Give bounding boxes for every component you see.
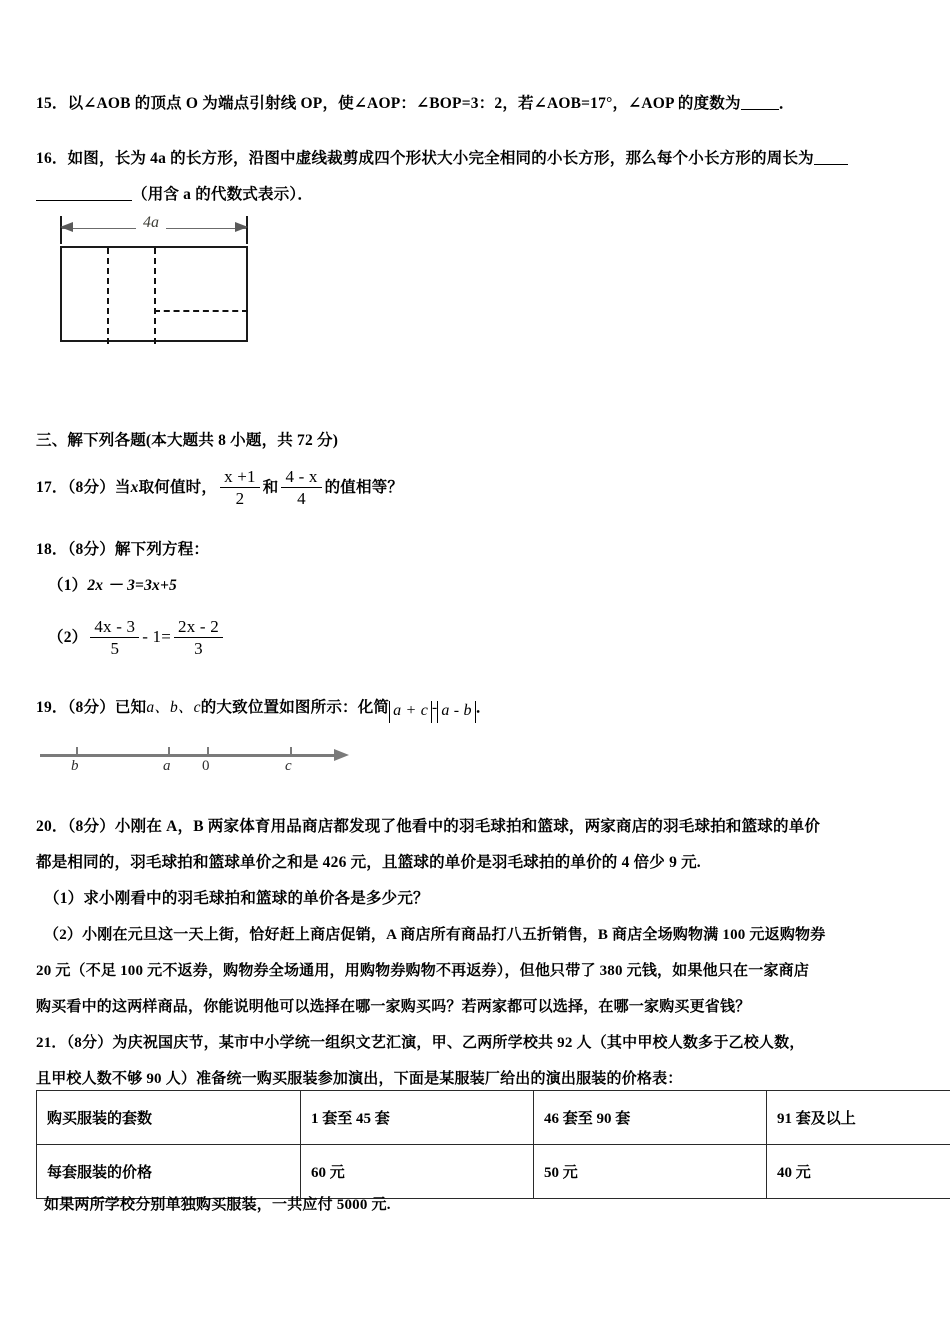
table-cell-quantity-tier-3: 91 套及以上 bbox=[767, 1091, 950, 1145]
q18-equals-sign: = bbox=[161, 627, 172, 646]
q20-line2-text: 都是相同的，羽毛球拍和篮球单价之和是 426 元，且篮球的单价是羽毛球拍的单价的 4 倍少 9 元. bbox=[36, 854, 701, 871]
q19-score: （8分） bbox=[67, 699, 115, 716]
question-20-line2 bbox=[36, 845, 926, 881]
arrow-left-icon bbox=[60, 222, 73, 232]
question-21-footer bbox=[44, 1187, 934, 1223]
question-16-line2 bbox=[36, 177, 926, 213]
q17-text-a: 当 bbox=[114, 479, 131, 497]
q18-part2-rhs-fraction bbox=[174, 617, 223, 658]
q16-answer-blank-part1[interactable] bbox=[814, 164, 848, 165]
question-15 bbox=[36, 86, 926, 122]
table-cell-quantity-tier-2: 46 套至 90 套 bbox=[534, 1091, 767, 1145]
q18-part2-label: （2） bbox=[48, 629, 88, 646]
q17-text-b: 取何值时， bbox=[138, 479, 218, 497]
number-line-tick-zero bbox=[207, 747, 209, 756]
q19-abs-right-content: a - b bbox=[441, 702, 472, 719]
q18-part2-lhs-fraction bbox=[90, 617, 139, 658]
q19-variables: a、b、c bbox=[146, 699, 201, 716]
q15-answer-blank[interactable] bbox=[741, 109, 779, 110]
q19-operator: - bbox=[432, 699, 438, 716]
q15-text: 以∠AOB 的顶点 O 为端点引射线 OP，使∠AOP：∠BOP=3：2，若∠AOB=17°，∠AOP 的度数为 bbox=[67, 95, 741, 112]
q18-rhs-numerator: 2x - 2 bbox=[178, 616, 219, 636]
q17-conjunction: 和 bbox=[262, 479, 279, 497]
number-line-arrow-icon bbox=[334, 749, 349, 761]
q15-number: 15． bbox=[36, 95, 68, 112]
horizontal-dashed-line bbox=[154, 310, 248, 312]
number-line-tick-c bbox=[290, 747, 292, 756]
q20-number: 20． bbox=[36, 818, 68, 835]
q19-text-a: 已知 bbox=[114, 699, 147, 716]
arrow-right-icon bbox=[235, 222, 248, 232]
q17-variable: x bbox=[130, 479, 139, 497]
q21-footer-text: 如果两所学校分别单独购买服装，一共应付 5000 元. bbox=[44, 1197, 391, 1213]
q18-text: 解下列方程： bbox=[114, 541, 210, 558]
number-line-abc bbox=[40, 740, 360, 782]
q20-part2-line1-text: （2）小刚在元旦这一天上街，恰好赶上商店促销，A 商店所有商品打八五折销售，B 商店全场购物满 100 元返购物券 bbox=[44, 927, 826, 943]
q18-minus-one: - 1 bbox=[142, 627, 162, 646]
number-line-label-a: a bbox=[163, 758, 171, 774]
q16-answer-blank-part2[interactable] bbox=[36, 200, 132, 201]
dimension-label: 4a bbox=[136, 214, 166, 232]
q18-part1-equation: 2x － 3=3x+5 bbox=[87, 577, 177, 594]
costume-price-table bbox=[36, 1090, 950, 1199]
q18-lhs-numerator: 4x - 3 bbox=[94, 616, 136, 636]
vertical-dashed-line-1 bbox=[107, 248, 109, 344]
question-18-part1 bbox=[48, 568, 548, 604]
q17-text-c: 的值相等？ bbox=[324, 479, 404, 497]
table-row bbox=[37, 1091, 950, 1145]
question-16 bbox=[36, 141, 926, 177]
q20-part2-line3-text: 购买看中的这两样商品，你能说明他可以选择在哪一家购买吗？若两家都可以选择，在哪一家购买更省钱？ bbox=[36, 999, 751, 1015]
q17-frac1-numerator: x +1 bbox=[224, 467, 256, 486]
table-cell-price-tier-3: 40 元 bbox=[767, 1145, 950, 1199]
question-18 bbox=[36, 532, 536, 568]
table-cell-quantity-tier-1: 1 套至 45 套 bbox=[301, 1091, 534, 1145]
q17-fraction-1 bbox=[220, 467, 260, 508]
question-20 bbox=[36, 809, 926, 845]
q18-number: 18． bbox=[36, 541, 68, 558]
table-row-header: 每套服装的价格 bbox=[37, 1145, 301, 1199]
section-header-text: 三、解下列各题(本大题共 8 小题，共 72 分) bbox=[36, 432, 339, 449]
number-line-label-c: c bbox=[285, 758, 292, 774]
rectangle-cut-diagram bbox=[52, 214, 262, 354]
number-line-label-b: b bbox=[71, 758, 79, 774]
q18-lhs-denominator: 5 bbox=[90, 637, 139, 658]
q19-abs-expression-left bbox=[389, 701, 432, 723]
question-21 bbox=[36, 1025, 926, 1061]
q15-period: ． bbox=[778, 95, 795, 112]
question-20-part2-line1 bbox=[44, 917, 934, 953]
q19-abs-left-content: a + c bbox=[393, 702, 429, 719]
q20-score: （8分） bbox=[67, 818, 115, 835]
section-header bbox=[36, 423, 536, 459]
q19-number: 19． bbox=[36, 699, 68, 716]
question-20-part1 bbox=[44, 881, 934, 917]
question-20-part2-line2 bbox=[36, 953, 926, 989]
q17-number: 17． bbox=[36, 479, 68, 497]
vertical-dashed-line-2 bbox=[154, 248, 156, 344]
q18-score: （8分） bbox=[67, 541, 115, 558]
q16-text-line1: 如图，长为 4a 的长方形，沿图中虚线裁剪成四个形状大小完全相同的小长方形，那么每个小长方形的周长为 bbox=[67, 150, 814, 167]
question-17 bbox=[36, 468, 736, 509]
q20-part2-line2-text: 20 元（不足 100 元不返券，购物券全场通用，用购物券购物不再返券），但他只带了 380 元钱，如果他只在一家商店 bbox=[36, 963, 810, 979]
question-19 bbox=[36, 690, 736, 726]
question-18-part2 bbox=[48, 612, 548, 663]
q21-score: （8分） bbox=[66, 1035, 113, 1051]
q20-part1-text: （1）求小刚看中的羽毛球拍和篮球的单价各是多少元？ bbox=[44, 890, 429, 907]
table-cell-price-tier-1: 60 元 bbox=[301, 1145, 534, 1199]
q17-frac2-denominator: 4 bbox=[281, 487, 321, 508]
q19-period: ． bbox=[475, 699, 492, 716]
question-20-part2-line3 bbox=[36, 989, 926, 1025]
q16-text-line2: （用含 a 的代数式表示）． bbox=[132, 186, 314, 203]
q18-rhs-denominator: 3 bbox=[174, 637, 223, 658]
q17-frac2-numerator: 4 - x bbox=[285, 467, 318, 486]
q19-text-b: 的大致位置如图所示：化简 bbox=[200, 699, 390, 716]
table-cell-price-tier-2: 50 元 bbox=[534, 1145, 767, 1199]
q21-line2-text: 且甲校人数不够 90 人）准备统一购买服装参加演出，下面是某服装厂给出的演出服装的价格表： bbox=[36, 1071, 683, 1087]
number-line-tick-a bbox=[168, 747, 170, 756]
number-line-label-zero: 0 bbox=[202, 758, 210, 774]
q18-part1-label: （1） bbox=[48, 577, 88, 594]
q20-line1: 小刚在 A，B 两家体育用品商店都发现了他看中的羽毛球拍和篮球，两家商店的羽毛球拍和篮球的单价 bbox=[114, 818, 821, 835]
q21-number: 21． bbox=[36, 1035, 67, 1051]
q21-line1: 为庆祝国庆节，某市中小学统一组织文艺汇演，甲、乙两所学校共 92 人（其中甲校人数多于乙校人数， bbox=[112, 1035, 805, 1051]
number-line-tick-b bbox=[76, 747, 78, 756]
q17-frac1-denominator: 2 bbox=[220, 487, 260, 508]
q17-score: （8分） bbox=[67, 479, 115, 497]
q17-fraction-2 bbox=[281, 467, 321, 508]
q19-abs-expression-right bbox=[437, 701, 475, 723]
q16-number: 16． bbox=[36, 150, 68, 167]
table-row-header: 购买服装的套数 bbox=[37, 1091, 301, 1145]
